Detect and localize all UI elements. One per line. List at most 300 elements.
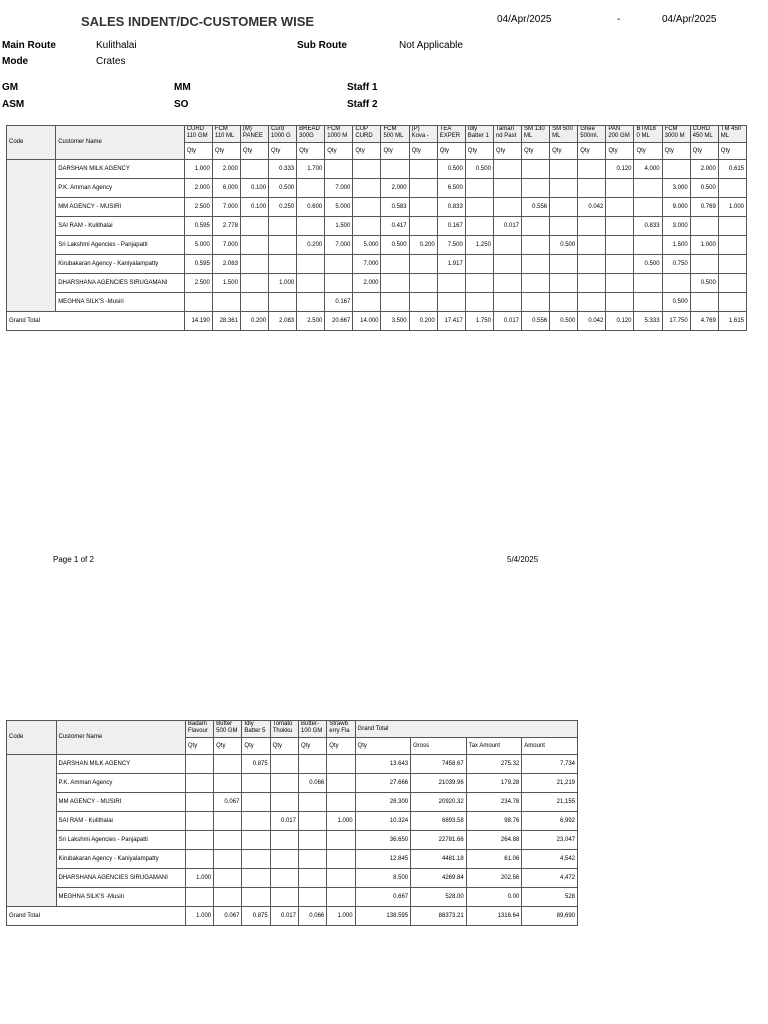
table-row — [7, 888, 578, 907]
indent-table-page1 — [6, 125, 747, 331]
code-cell — [7, 755, 57, 907]
total-cell: 4.769 — [690, 312, 718, 331]
row-amount: 21,155 — [522, 793, 578, 812]
qty-cell — [718, 179, 746, 198]
product-header: SM 500 ML — [550, 126, 578, 143]
qty-cell — [298, 869, 326, 888]
qty-header: Qty — [297, 143, 325, 160]
customer-name: DARSHAN MILK AGENCY — [56, 755, 185, 774]
qty-cell: 2.083 — [212, 255, 240, 274]
row-tax-amount: 275.32 — [466, 755, 522, 774]
qty-cell: 6.500 — [437, 179, 465, 198]
row-tax-amount: 98.76 — [466, 812, 522, 831]
qty-cell — [242, 850, 270, 869]
total-cell: 0.017 — [270, 907, 298, 926]
qty-cell — [578, 217, 606, 236]
qty-cell — [437, 274, 465, 293]
row-tax-amount: 179.28 — [466, 774, 522, 793]
product-header: FCM 110 ML — [212, 126, 240, 143]
qty-cell — [578, 179, 606, 198]
total-cell: 0.556 — [522, 312, 550, 331]
date-from: 04/Apr/2025 — [497, 14, 552, 25]
qty-cell: 2.000 — [184, 179, 212, 198]
qty-cell: 0.583 — [381, 198, 409, 217]
qty-cell: 0.042 — [578, 198, 606, 217]
table-row — [7, 255, 747, 274]
table-row — [7, 793, 578, 812]
qty-cell — [690, 293, 718, 312]
total-cell: 5.333 — [634, 312, 662, 331]
total-cell: 0.017 — [493, 312, 521, 331]
product-header: TM 450 ML — [718, 126, 746, 143]
qty-cell: 0.200 — [409, 236, 437, 255]
qty-cell — [353, 198, 381, 217]
qty-cell — [325, 274, 353, 293]
qty-cell — [409, 160, 437, 179]
qty-cell: 0.556 — [522, 198, 550, 217]
qty-cell — [270, 755, 298, 774]
qty-cell: 3.000 — [662, 217, 690, 236]
row-amount: 7,734 — [522, 755, 578, 774]
qty-cell: 6.000 — [212, 179, 240, 198]
qty-cell: 0.500 — [381, 236, 409, 255]
qty-cell — [409, 255, 437, 274]
table-row — [7, 869, 578, 888]
product-header: BTM18 0 ML — [634, 126, 662, 143]
qty-cell — [662, 274, 690, 293]
qty-cell — [550, 179, 578, 198]
table-row — [7, 179, 747, 198]
qty-cell: 9.000 — [662, 198, 690, 217]
product-header: Butter 500 GM — [214, 721, 242, 738]
total-cell: 1.750 — [465, 312, 493, 331]
mm-label: MM — [174, 82, 191, 93]
tax-amount-header: Tax Amount — [466, 738, 522, 755]
qty-header: Qty — [325, 143, 353, 160]
grand-total-header: Grand Total — [355, 721, 577, 738]
product-header: Curd 1000 G — [269, 126, 297, 143]
customer-name: MEGHNA SILK'S -Musiri — [56, 888, 185, 907]
qty-cell — [184, 293, 212, 312]
qty-cell — [409, 293, 437, 312]
customer-name: P.K. Amman Agency — [56, 774, 185, 793]
total-qty: 138.595 — [355, 907, 411, 926]
qty-cell: 1.250 — [465, 236, 493, 255]
qty-cell — [606, 179, 634, 198]
qty-cell — [465, 255, 493, 274]
qty-header: Qty — [212, 143, 240, 160]
qty-cell: 1.000 — [718, 198, 746, 217]
qty-cell — [327, 793, 355, 812]
qty-cell — [298, 812, 326, 831]
qty-cell — [270, 888, 298, 907]
qty-cell: 7.000 — [212, 198, 240, 217]
total-cell: 1.000 — [185, 907, 213, 926]
qty-header: Qty — [409, 143, 437, 160]
amount-header: Amount — [522, 738, 578, 755]
qty-cell — [270, 774, 298, 793]
qty-cell — [578, 160, 606, 179]
qty-cell — [522, 160, 550, 179]
qty-cell: 1.500 — [662, 236, 690, 255]
product-header: Idly Batter 1 — [465, 126, 493, 143]
qty-cell: 2.000 — [690, 160, 718, 179]
qty-header: Qty — [184, 143, 212, 160]
product-header: CURD 450 ML — [690, 126, 718, 143]
qty-cell — [381, 255, 409, 274]
product-header: Badam Flavour — [185, 721, 213, 738]
staff2-label: Staff 2 — [347, 99, 378, 110]
customer-name: P.K. Amman Agency — [56, 179, 185, 198]
qty-cell — [242, 869, 270, 888]
qty-cell — [465, 198, 493, 217]
qty-cell: 2.778 — [212, 217, 240, 236]
qty-header: Qty — [493, 143, 521, 160]
qty-cell — [381, 293, 409, 312]
customer-name: Kirubakaran Agency - Kaniyalampatty — [56, 255, 185, 274]
qty-cell: 1.500 — [212, 274, 240, 293]
qty-cell: 7.500 — [437, 236, 465, 255]
total-cell: 28.361 — [212, 312, 240, 331]
total-cell: 0.200 — [409, 312, 437, 331]
qty-cell: 5.000 — [325, 198, 353, 217]
qty-cell — [634, 293, 662, 312]
qty-header: Qty — [662, 143, 690, 160]
total-cell: 1.615 — [718, 312, 746, 331]
qty-cell — [214, 850, 242, 869]
qty-cell — [522, 217, 550, 236]
qty-cell — [381, 274, 409, 293]
qty-cell — [465, 293, 493, 312]
row-gross: 4269.84 — [411, 869, 467, 888]
qty-cell: 0.595 — [184, 255, 212, 274]
total-cell: 0.120 — [606, 312, 634, 331]
total-cell: 0.042 — [578, 312, 606, 331]
print-date: 5/4/2025 — [507, 555, 539, 564]
table-row — [7, 236, 747, 255]
qty-header: Qty — [381, 143, 409, 160]
qty-cell — [242, 812, 270, 831]
qty-cell: 0.250 — [269, 198, 297, 217]
product-header: FCM 1000 M — [325, 126, 353, 143]
code-header: Code — [7, 126, 56, 160]
qty-cell: 1.000 — [185, 869, 213, 888]
qty-cell — [381, 160, 409, 179]
product-header: CUP CURD — [353, 126, 381, 143]
total-gross: 88373.21 — [411, 907, 467, 926]
total-cell: 20.667 — [325, 312, 353, 331]
table-row — [7, 755, 578, 774]
total-cell: 14.000 — [353, 312, 381, 331]
qty-cell: 1.917 — [437, 255, 465, 274]
qty-cell — [297, 274, 325, 293]
total-cell: 0.066 — [298, 907, 326, 926]
qty-cell — [297, 217, 325, 236]
qty-cell — [493, 255, 521, 274]
qty-cell — [718, 274, 746, 293]
qty-cell — [690, 255, 718, 274]
qty-cell — [634, 198, 662, 217]
sub-route-value: Not Applicable — [399, 40, 463, 51]
total-cell: 1.000 — [327, 907, 355, 926]
qty-cell — [718, 217, 746, 236]
qty-cell — [185, 793, 213, 812]
qty-cell — [606, 217, 634, 236]
qty-cell — [465, 274, 493, 293]
qty-cell — [214, 869, 242, 888]
qty-cell — [242, 831, 270, 850]
qty-cell — [240, 236, 268, 255]
row-total-qty: 8.500 — [355, 869, 411, 888]
qty-cell: 0.500 — [550, 236, 578, 255]
qty-cell — [242, 774, 270, 793]
customer-name: MM AGENCY - MUSIRI — [56, 198, 185, 217]
qty-header: Qty — [327, 738, 355, 755]
row-tax-amount: 202.56 — [466, 869, 522, 888]
qty-cell — [606, 198, 634, 217]
qty-cell: 0.600 — [297, 198, 325, 217]
qty-cell: 7.000 — [325, 236, 353, 255]
qty-cell: 7.000 — [212, 236, 240, 255]
qty-cell: 0.500 — [634, 255, 662, 274]
qty-cell — [185, 755, 213, 774]
qty-cell: 2.000 — [381, 179, 409, 198]
row-gross: 22781.66 — [411, 831, 467, 850]
product-header: Tamari nd Past — [493, 126, 521, 143]
qty-cell — [214, 812, 242, 831]
qty-header: Qty — [269, 143, 297, 160]
customer-name: SAI RAM - Kulithalai — [56, 812, 185, 831]
row-amount: 23,047 — [522, 831, 578, 850]
qty-cell — [493, 293, 521, 312]
qty-cell — [269, 293, 297, 312]
qty-header: Qty — [522, 143, 550, 160]
qty-header: Qty — [270, 738, 298, 755]
qty-header: Qty — [185, 738, 213, 755]
grand-total-label: Grand Total — [7, 312, 185, 331]
qty-cell: 2.500 — [184, 274, 212, 293]
customer-name: MEGHNA SILK'S -Musiri — [56, 293, 185, 312]
qty-cell — [185, 888, 213, 907]
qty-cell: 0.750 — [662, 255, 690, 274]
main-route-value: Kulithalai — [96, 40, 137, 51]
table-row — [7, 293, 747, 312]
date-separator: - — [617, 14, 621, 25]
qty-cell — [297, 179, 325, 198]
row-amount: 21,219 — [522, 774, 578, 793]
row-total-qty: 36.650 — [355, 831, 411, 850]
qty-cell: 0.017 — [270, 812, 298, 831]
qty-cell: 0.595 — [184, 217, 212, 236]
customer-name: Sri Lakshmi Agencies - Panjapatti — [56, 236, 185, 255]
qty-cell — [606, 255, 634, 274]
table-row — [7, 812, 578, 831]
qty-cell: 3.000 — [662, 179, 690, 198]
qty-cell: 0.333 — [269, 160, 297, 179]
row-tax-amount: 234.78 — [466, 793, 522, 812]
row-total-qty: 28.300 — [355, 793, 411, 812]
qty-cell — [578, 255, 606, 274]
qty-cell — [327, 774, 355, 793]
qty-cell — [353, 179, 381, 198]
qty-cell: 0.100 — [240, 179, 268, 198]
qty-cell — [298, 850, 326, 869]
customer-name: MM AGENCY - MUSIRI — [56, 793, 185, 812]
qty-cell — [270, 793, 298, 812]
table-row — [7, 774, 578, 793]
qty-cell: 1.000 — [690, 236, 718, 255]
qty-cell — [240, 160, 268, 179]
total-amount: 89,690 — [522, 907, 578, 926]
mode-value: Crates — [96, 56, 126, 67]
qty-header: Qty — [465, 143, 493, 160]
qty-cell — [214, 755, 242, 774]
qty-cell — [298, 888, 326, 907]
main-route-label: Main Route — [2, 40, 56, 51]
qty-header: Qty — [298, 738, 326, 755]
qty-cell — [634, 274, 662, 293]
code-header: Code — [7, 721, 57, 755]
qty-cell — [240, 274, 268, 293]
so-label: SO — [174, 99, 189, 110]
qty-header: Qty — [550, 143, 578, 160]
qty-cell — [185, 831, 213, 850]
row-gross: 528.00 — [411, 888, 467, 907]
qty-cell: 0.500 — [269, 179, 297, 198]
qty-cell — [269, 255, 297, 274]
mode-label: Mode — [2, 56, 29, 67]
indent-table-page2 — [6, 720, 578, 926]
qty-header: Qty — [214, 738, 242, 755]
row-amount: 528 — [522, 888, 578, 907]
qty-cell — [550, 274, 578, 293]
row-total-qty: 12.845 — [355, 850, 411, 869]
qty-cell — [606, 274, 634, 293]
qty-cell — [606, 236, 634, 255]
qty-cell — [212, 293, 240, 312]
total-cell: 2.500 — [297, 312, 325, 331]
qty-cell — [522, 236, 550, 255]
qty-cell — [269, 217, 297, 236]
product-header: SM 130 ML — [522, 126, 550, 143]
code-cell — [7, 160, 56, 312]
qty-cell — [662, 160, 690, 179]
qty-cell — [185, 850, 213, 869]
qty-cell — [242, 793, 270, 812]
qty-header: Qty — [578, 143, 606, 160]
qty-cell — [214, 888, 242, 907]
qty-cell — [325, 255, 353, 274]
staff1-label: Staff 1 — [347, 82, 378, 93]
qty-cell: 0.417 — [381, 217, 409, 236]
product-header: PAN 200 GM — [606, 126, 634, 143]
qty-cell — [690, 217, 718, 236]
qty-cell — [550, 255, 578, 274]
customer-name: SAI RAM - Kulithalai — [56, 217, 185, 236]
qty-cell: 2.000 — [353, 274, 381, 293]
qty-cell: 7.000 — [353, 255, 381, 274]
qty-cell: 4.000 — [634, 160, 662, 179]
row-amount: 4,472 — [522, 869, 578, 888]
product-header: Tomato Thokku — [270, 721, 298, 738]
grand-total-row — [7, 907, 578, 926]
qty-cell — [298, 755, 326, 774]
customer-name: Kirubakaran Agency - Kaniyalampatty — [56, 850, 185, 869]
customer-name: DHARSHANA AGENCIES SIRUGAMANI — [56, 869, 185, 888]
qty-cell: 2.000 — [212, 160, 240, 179]
row-gross: 7458.67 — [411, 755, 467, 774]
qty-cell: 5.000 — [184, 236, 212, 255]
qty-header: Qty — [634, 143, 662, 160]
gm-label: GM — [2, 82, 19, 93]
qty-cell — [493, 179, 521, 198]
product-header: Strawb erry Fla — [327, 721, 355, 738]
report-title: SALES INDENT/DC-CUSTOMER WISE — [81, 14, 315, 29]
qty-cell: 1.000 — [184, 160, 212, 179]
product-header: FCM 500 ML — [381, 126, 409, 143]
qty-cell — [718, 293, 746, 312]
qty-cell — [409, 198, 437, 217]
row-tax-amount: 264.88 — [466, 831, 522, 850]
product-header: Ghee 500ml. — [578, 126, 606, 143]
row-gross: 21039.96 — [411, 774, 467, 793]
qty-cell: 0.500 — [437, 160, 465, 179]
table-row — [7, 217, 747, 236]
qty-cell — [493, 160, 521, 179]
product-header: Idly Batter 5 — [242, 721, 270, 738]
row-total-qty: 13.643 — [355, 755, 411, 774]
product-header: Butter- 100 GM — [298, 721, 326, 738]
qty-cell — [185, 774, 213, 793]
qty-cell: 0.167 — [325, 293, 353, 312]
total-cell: 2.083 — [269, 312, 297, 331]
gt-qty-header: Qty — [355, 738, 411, 755]
qty-cell — [242, 888, 270, 907]
sub-route-label: Sub Route — [297, 40, 347, 51]
qty-cell — [240, 217, 268, 236]
qty-header: Qty — [718, 143, 746, 160]
qty-header: Qty — [437, 143, 465, 160]
qty-cell — [634, 179, 662, 198]
qty-cell: 0.833 — [437, 198, 465, 217]
qty-cell — [522, 293, 550, 312]
row-amount: 4,542 — [522, 850, 578, 869]
qty-cell: 0.833 — [634, 217, 662, 236]
total-cell: 0.500 — [550, 312, 578, 331]
grand-total-label: Grand Total — [7, 907, 186, 926]
qty-cell — [269, 236, 297, 255]
row-gross: 6893.58 — [411, 812, 467, 831]
qty-cell — [550, 160, 578, 179]
row-total-qty: 0.667 — [355, 888, 411, 907]
table-row — [7, 850, 578, 869]
customer-name: DHARSHANA AGENCIES SIRUGAMANI — [56, 274, 185, 293]
qty-cell — [327, 755, 355, 774]
qty-cell: 0.067 — [214, 793, 242, 812]
grand-total-row — [7, 312, 747, 331]
qty-cell: 0.167 — [437, 217, 465, 236]
qty-cell — [297, 255, 325, 274]
qty-cell: 1.000 — [327, 812, 355, 831]
qty-cell — [297, 293, 325, 312]
qty-cell — [465, 179, 493, 198]
qty-cell: 0.120 — [606, 160, 634, 179]
qty-cell — [522, 179, 550, 198]
qty-cell — [327, 869, 355, 888]
row-total-qty: 27.666 — [355, 774, 411, 793]
qty-header: Qty — [242, 738, 270, 755]
product-header: CURD 110 GM — [184, 126, 212, 143]
